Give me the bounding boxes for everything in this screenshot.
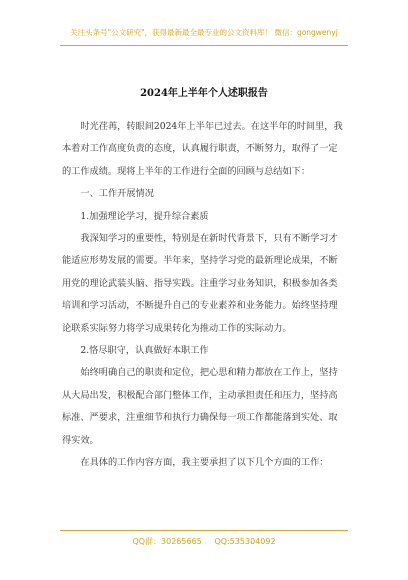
paragraph-theory-study: 我深知学习的重要性，特别是在新时代背景下，只有不断学习才能适应形势发展的需要。半年来，坚持学习党的最新理论成果，不断用党的理论武装头脑、指导实践。注重学习业务知识，积极参加各类培训和学习活动，不断提升自己的专业素养和业务能力。始终坚持理论联系实际努力将学习成果转化为推动工作的实际动力。 [62, 233, 338, 334]
paragraph-duties: 始终明确自己的职责和定位，把心思和精力都放在工作上，坚持从大局出发，积极配合部门整体工作，主动承担责任和压力，坚持高标准、严要求，注重细节和执行力确保每一项工作都能落到实处、取得实效。 [62, 367, 338, 446]
paragraph-intro: 时光荏苒，转眼间2024年上半年已过去。在这半年的时间里，我本着对工作高度负责的态度，认真履行职责，不断努力，取得了一定的工作成绩。现将上半年的工作进行全面的回顾与总结如下： [62, 121, 343, 177]
header-note: 关注头条号"公文研究"，获得最新最全最专业的公文资料库！ 微信：gongwenyj [70, 28, 338, 37]
header-divider [60, 45, 348, 46]
section-heading-work: 一、工作开展情况 [80, 188, 154, 200]
document-title: 2024年上半年个人述职报告 [140, 88, 268, 99]
footer-note: QQ群：30265665 QQ:535304092 [132, 537, 276, 546]
footer-divider [60, 530, 348, 531]
subheading-duties: 2.恪尽职守，认真做好本职工作 [80, 345, 209, 357]
document-body [62, 116, 345, 475]
subheading-theory-study: 1.加强理论学习，提升综合素质 [80, 210, 209, 222]
paragraph-work-content: 在具体的工作内容方面，我主要承担了以下几个方面的工作： [80, 457, 329, 469]
